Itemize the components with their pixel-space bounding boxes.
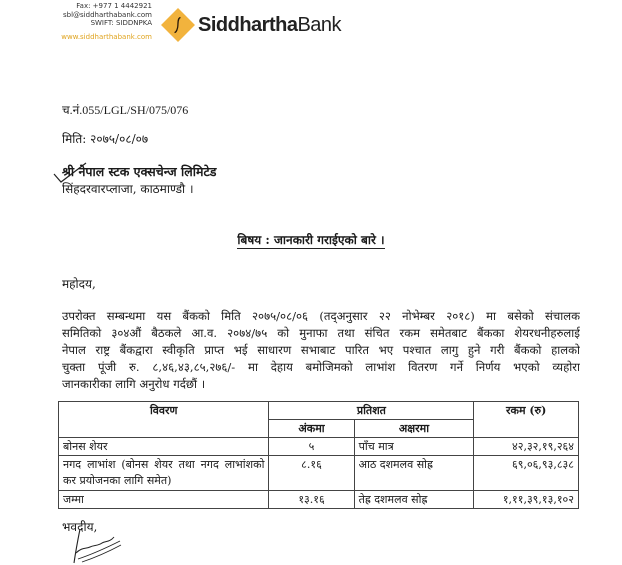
handwritten-signature-icon — [66, 527, 126, 565]
row-percent-words: तेह्र दशमलव सोह्र — [354, 491, 474, 509]
subject-text: बिषय : जानकारी गराईएको बारे । — [237, 233, 385, 247]
body-paragraph — [62, 308, 580, 393]
email-address: sbl@siddharthabank.com — [63, 10, 152, 19]
row-amount: ४२,३२,१९,२६४ — [474, 438, 579, 456]
body-line: चुक्ता पूंजी रु. ८,४६,४३,८५,२७६/- मा देहाय बमोजिमको लाभांश वितरण गर्ने निर्णय भएको व्यहोरा — [62, 360, 580, 374]
row-percent-words: आठ दशमलव सोह्र — [354, 456, 474, 491]
header-in-words: अक्षरमा — [354, 420, 474, 438]
row-amount: १,११,३९,१३,१०२ — [474, 491, 579, 509]
table-row — [59, 438, 579, 456]
body-line: जानकारीका लागि अनुरोध गर्दछौं । — [62, 377, 206, 391]
body-line: समितिको ३०४औं बैठकले आ.व. २०७४/७५ को मुनाफा तथा संचित रकम समेतबाट बैंकका शेयरधनीहरुलाई — [62, 326, 580, 340]
bank-name — [198, 14, 341, 37]
website-link[interactable]: www.siddharthabank.com — [61, 32, 152, 41]
bank-logo — [163, 8, 341, 42]
table-total-row — [59, 491, 579, 509]
header-amount: रकम (रु) — [474, 402, 579, 438]
body-line: उपरोक्त सम्बन्धमा यस बैंकको मिति २०७५/०८/०६ (तद्अनुसार २२ नोभेम्बर २०१८) मा बसेको संचालक — [62, 309, 580, 323]
table-header-row — [59, 402, 579, 420]
letter-subject — [0, 231, 622, 248]
closing-phrase: भवदीय, — [62, 520, 98, 534]
header-percentage: प्रतिशत — [269, 402, 474, 420]
row-percent-figures: १३.१६ — [269, 491, 354, 509]
salutation: महोदय, — [62, 277, 96, 291]
row-percent-figures: ८.१६ — [269, 456, 354, 491]
table-row — [59, 456, 579, 491]
fax-number: Fax: +977 1 4442921 — [76, 2, 152, 10]
reference-number: च.नं.055/LGL/SH/075/076 — [62, 103, 189, 117]
header-description: विवरण — [59, 402, 269, 438]
addressee-name: श्री नेपाल स्टक एक्सचेन्ज लिमिटेड — [62, 164, 217, 179]
header-in-figures: अंकमा — [269, 420, 354, 438]
addressee-address: सिंहदरवारप्लाजा, काठमाण्डौ । — [62, 182, 194, 196]
bank-contact-block — [40, 2, 152, 41]
row-amount: ६९,०६,९३,८३८ — [474, 456, 579, 491]
row-description: जम्मा — [59, 491, 269, 509]
row-percent-words: पाँच मात्र — [354, 438, 474, 456]
bank-name-bold: Siddhartha — [198, 13, 298, 36]
bank-name-regular: Bank — [297, 13, 342, 36]
swift-code: SWIFT: SIDDNPKA — [90, 19, 152, 28]
dividend-table — [58, 401, 579, 509]
row-description: बोनस शेयर — [59, 438, 269, 456]
body-line: नेपाल राष्ट्र बैंकद्वारा स्वीकृति प्राप्त भई साधारण सभाबाट पारित भए पश्चात लागु हुने गरी बैंकको हालको — [62, 343, 580, 357]
row-percent-figures: ५ — [269, 438, 354, 456]
letter-date: मिति: २०७५/०८/०७ — [62, 132, 149, 146]
row-description: नगद लाभांश (बोनस शेयर तथा नगद लाभांशको कर प्रयोजनका लागि समेत) — [59, 456, 269, 491]
siddhartha-diamond-logo-icon — [161, 8, 195, 42]
